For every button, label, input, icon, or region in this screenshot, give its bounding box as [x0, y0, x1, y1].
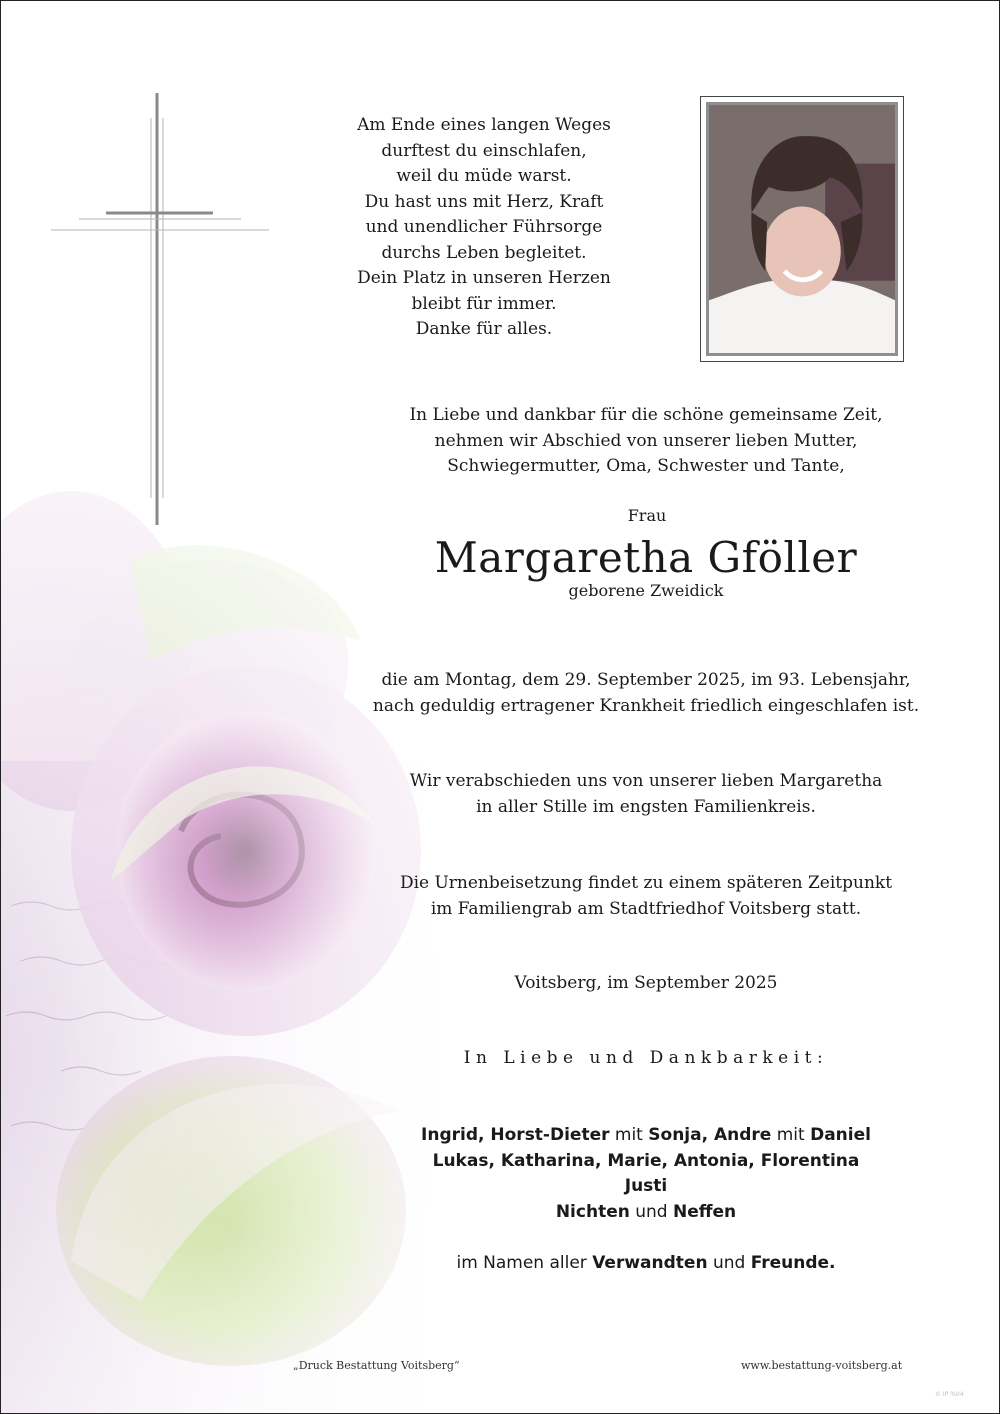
place-date: Voitsberg, im September 2025	[514, 973, 778, 993]
cross-icon	[51, 93, 271, 525]
mourners-list	[381, 1123, 911, 1225]
connector-text: und	[629, 1201, 673, 1222]
portrait-photo-frame	[700, 96, 904, 362]
relatives-line	[381, 1251, 911, 1277]
mourners-line	[381, 1123, 911, 1149]
salutation: Frau	[627, 506, 667, 525]
death-notice-line: die am Montag, dem 29. September 2025, im 93. Lebensjahr,	[381, 670, 911, 690]
deceased-name: Margaretha Gföller	[434, 533, 858, 582]
birth-name: geborene Zweidick	[568, 581, 724, 600]
poem-line: bleibt für immer.	[411, 293, 557, 314]
intro-line: nehmen wir Abschied von unserer lieben Mutter,	[434, 430, 858, 451]
connector-text: mit	[771, 1125, 811, 1145]
mourner-names: Nichten	[555, 1201, 630, 1222]
relatives-bold: Verwandten	[592, 1253, 708, 1273]
relatives-text: im Namen aller	[456, 1253, 593, 1273]
relatives-text: und	[707, 1253, 751, 1273]
mourner-names: Ingrid, Horst-Dieter	[421, 1125, 610, 1145]
poem-line: durftest du einschlafen,	[381, 140, 587, 161]
poem-line: Am Ende eines langen Weges	[357, 115, 611, 135]
mourner-names: Neffen	[672, 1201, 737, 1222]
poem-line: Danke für alles.	[415, 319, 553, 339]
poem-line: weil du müde warst.	[396, 166, 572, 186]
closing-line: In Liebe und Dankbarkeit:	[463, 1048, 829, 1068]
connector-text: mit	[609, 1125, 649, 1145]
burial-line: Die Urnenbeisetzung findet zu einem späteren Zeitpunkt	[399, 873, 893, 893]
mourners-line: Lukas, Katharina, Marie, Antonia, Florentina	[432, 1150, 860, 1171]
intro-text	[381, 403, 911, 480]
farewell-line: in aller Stille im engsten Familienkreis.	[476, 796, 816, 817]
mourner-names: Daniel	[810, 1125, 871, 1145]
print-code: © IP %04	[935, 1391, 964, 1398]
burial-line: im Familiengrab am Stadtfriedhof Voitsberg statt.	[430, 898, 862, 919]
poem	[319, 113, 649, 343]
intro-line: Schwiegermutter, Oma, Schwester und Tante,	[447, 456, 845, 476]
poem-line: Du hast uns mit Herz, Kraft	[364, 191, 604, 212]
mourner-names: Sonja, Andre	[648, 1125, 772, 1145]
farewell-line: Wir verabschieden uns von unserer lieben Margaretha	[409, 771, 883, 791]
intro-line: In Liebe und dankbar für die schöne gemeinsame Zeit,	[409, 405, 883, 425]
mourners-line	[381, 1200, 911, 1226]
poem-line: Dein Platz in unseren Herzen	[357, 268, 611, 288]
poem-line: und unendlicher Führsorge	[365, 217, 603, 237]
printer-credit: „Druck Bestattung Voitsberg“	[293, 1359, 460, 1372]
website-link[interactable]: www.bestattung-voitsberg.at	[741, 1359, 903, 1372]
relatives-bold: Freunde.	[750, 1253, 836, 1273]
portrait-photo	[706, 102, 898, 356]
burial-text	[381, 871, 911, 922]
farewell-text	[381, 769, 911, 820]
poem-line: durchs Leben begleitet.	[381, 242, 587, 263]
death-notice	[361, 668, 931, 719]
mourners-line: Justi	[624, 1176, 668, 1196]
death-notice-line: nach geduldig ertragener Krankheit friedlich eingeschlafen ist.	[372, 695, 920, 716]
